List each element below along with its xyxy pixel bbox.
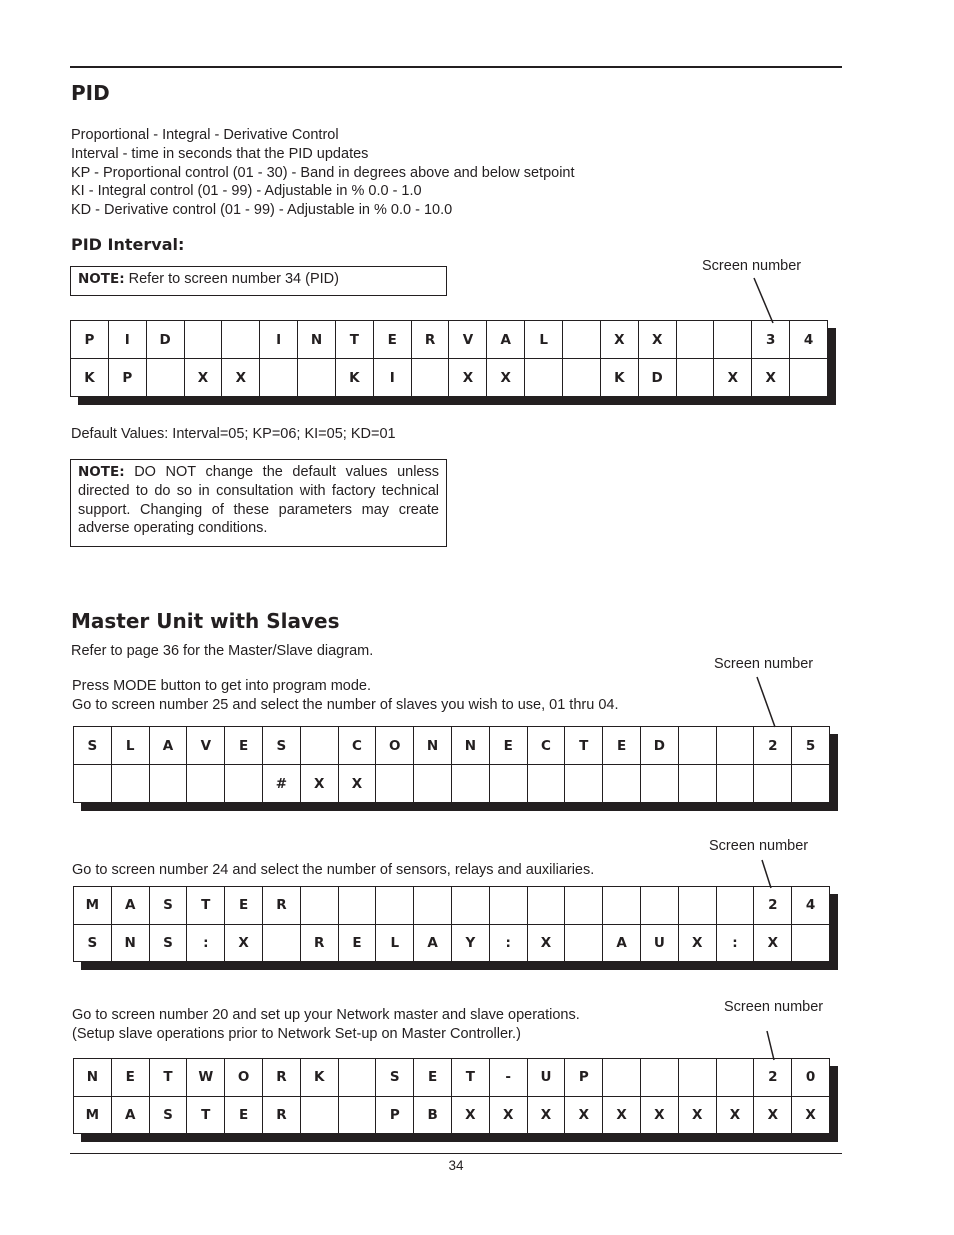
lcd-cell: A xyxy=(150,727,188,765)
lcd-cell: A xyxy=(112,887,150,925)
lcd-cell: I xyxy=(374,359,412,397)
lcd-cell: U xyxy=(641,925,679,963)
lcd-cell: X xyxy=(639,321,677,359)
lcd-cell: N xyxy=(414,727,452,765)
lcd-cell: : xyxy=(490,925,528,963)
lcd-cell: X xyxy=(714,359,752,397)
lcd-cell: K xyxy=(601,359,639,397)
lcd-cell: B xyxy=(414,1097,452,1135)
lcd-cell: X xyxy=(601,321,639,359)
lcd-cell: Y xyxy=(452,925,490,963)
lcd-cell: X xyxy=(679,925,717,963)
pid-line: Interval - time in seconds that the PID updates xyxy=(71,145,369,162)
lcd-cell: - xyxy=(490,1059,528,1097)
lcd-cell: E xyxy=(225,887,263,925)
pid-title: PID xyxy=(71,81,110,105)
screen-number-label: Screen number xyxy=(724,999,824,1015)
goto-20-text: Go to screen number 20 and set up your Network master and slave operations. xyxy=(72,1007,580,1023)
lcd-cell: E xyxy=(225,727,263,765)
lcd-cell: # xyxy=(263,765,301,803)
refer-text: Refer to page 36 for the Master/Slave diagram. xyxy=(71,643,374,659)
lcd-cell: P xyxy=(109,359,147,397)
lcd-cell: D xyxy=(147,321,185,359)
lcd-cell: D xyxy=(641,727,679,765)
lcd-cell: R xyxy=(263,887,301,925)
lcd-cell: X xyxy=(301,765,339,803)
lcd-cell: K xyxy=(71,359,109,397)
lcd-cell: : xyxy=(187,925,225,963)
lcd-cell: S xyxy=(150,1097,188,1135)
lcd-cell: T xyxy=(187,887,225,925)
lcd-cell: T xyxy=(150,1059,188,1097)
default-values: Default Values: Interval=05; KP=06; KI=05; KD=01 xyxy=(71,426,396,442)
lcd-cell: V xyxy=(449,321,487,359)
lcd-cell: X xyxy=(752,359,790,397)
lcd-cell: E xyxy=(414,1059,452,1097)
lcd-cell: T xyxy=(336,321,374,359)
lcd-cell: W xyxy=(187,1059,225,1097)
lcd-cell: 0 xyxy=(792,1059,830,1097)
lcd-cell: X xyxy=(225,925,263,963)
lcd-cell: S xyxy=(150,887,188,925)
lcd-cell: X xyxy=(452,1097,490,1135)
goto-25-text: Go to screen number 25 and select the number of slaves you wish to use, 01 thru 04. xyxy=(72,696,619,713)
lcd-cell: T xyxy=(565,727,603,765)
lcd-cell: X xyxy=(487,359,525,397)
note-label: NOTE: xyxy=(78,271,125,287)
pid-line: Proportional - Integral - Derivative Control xyxy=(71,127,339,143)
screen-number-label: Screen number xyxy=(709,838,809,854)
lcd-cell: V xyxy=(187,727,225,765)
lcd-cell: 3 xyxy=(752,321,790,359)
lcd-cell: N xyxy=(112,925,150,963)
lcd-cell: X xyxy=(679,1097,717,1135)
lcd-cell: I xyxy=(109,321,147,359)
lcd-cell: 4 xyxy=(792,887,830,925)
lcd-cell: E xyxy=(112,1059,150,1097)
lcd-cell: M xyxy=(74,1097,112,1135)
pid-line: KP - Proportional control (01 - 30) - Band in degrees above and below setpoint xyxy=(71,164,575,181)
lcd-cell: S xyxy=(74,925,112,963)
lcd-cell: X xyxy=(641,1097,679,1135)
lcd-cell: M xyxy=(74,887,112,925)
page-number: 34 xyxy=(448,1158,464,1173)
lcd-cell: E xyxy=(603,727,641,765)
lcd-cell: R xyxy=(263,1059,301,1097)
lcd-cell: T xyxy=(187,1097,225,1135)
lcd-cell: X xyxy=(754,1097,792,1135)
lcd-cell: 2 xyxy=(754,727,792,765)
lcd-cell: N xyxy=(452,727,490,765)
lcd-cell: C xyxy=(339,727,377,765)
lcd-cell: S xyxy=(263,727,301,765)
lcd-cell: T xyxy=(452,1059,490,1097)
lcd-cell: X xyxy=(490,1097,528,1135)
lcd-cell: X xyxy=(717,1097,755,1135)
screen-number-label: Screen number xyxy=(702,258,802,274)
callout-line xyxy=(754,278,773,323)
lcd-cell: D xyxy=(639,359,677,397)
lcd-cell: A xyxy=(414,925,452,963)
lcd-cell: A xyxy=(487,321,525,359)
press-mode-text: Press MODE button to get into program mode. xyxy=(72,678,371,694)
lcd-cell: X xyxy=(449,359,487,397)
lcd-cell: U xyxy=(528,1059,566,1097)
lcd-cell: L xyxy=(525,321,563,359)
goto-24-text: Go to screen number 24 and select the number of sensors, relays and auxiliaries. xyxy=(72,862,595,878)
lcd-cell: R xyxy=(412,321,450,359)
lcd-cell: K xyxy=(301,1059,339,1097)
lcd-cell: E xyxy=(490,727,528,765)
callout-line xyxy=(757,677,775,727)
lcd-cell: S xyxy=(74,727,112,765)
lcd-cell: X xyxy=(792,1097,830,1135)
lcd-cell: S xyxy=(376,1059,414,1097)
lcd-cell: I xyxy=(260,321,298,359)
lcd-cell: 2 xyxy=(754,887,792,925)
lcd-cell: O xyxy=(376,727,414,765)
lcd-cell: C xyxy=(528,727,566,765)
lcd-cell: L xyxy=(376,925,414,963)
lcd-cell: X xyxy=(528,1097,566,1135)
screen-number-label: Screen number xyxy=(714,656,814,672)
lcd-cell: R xyxy=(301,925,339,963)
lcd-cell: P xyxy=(565,1059,603,1097)
lcd-cell: X xyxy=(565,1097,603,1135)
lcd-cell: : xyxy=(717,925,755,963)
note-text: Refer to screen number 34 (PID) xyxy=(124,271,339,287)
lcd-cell: S xyxy=(150,925,188,963)
lcd-cell: K xyxy=(336,359,374,397)
note-text: DO NOT change the default values unless directed to do so in consultation with factory technical support. Changing of these parameters may create adverse operating conditions. xyxy=(78,464,439,537)
lcd-cell: X xyxy=(339,765,377,803)
callout-line xyxy=(767,1031,774,1060)
pid-interval-heading: PID Interval: xyxy=(71,235,185,254)
lcd-cell: 4 xyxy=(790,321,828,359)
lcd-cell: 5 xyxy=(792,727,830,765)
pid-line: KI - Integral control (01 - 99) - Adjustable in % 0.0 - 1.0 xyxy=(71,183,422,200)
lcd-cell: X xyxy=(185,359,223,397)
lcd-cell: X xyxy=(754,925,792,963)
lcd-cell: X xyxy=(528,925,566,963)
lcd-cell: N xyxy=(298,321,336,359)
lcd-cell: X xyxy=(603,1097,641,1135)
note-label: NOTE: xyxy=(78,464,125,480)
bottom-rule xyxy=(70,1153,842,1154)
setup-note-text: (Setup slave operations prior to Network Set-up on Master Controller.) xyxy=(72,1025,521,1042)
lcd-cell: A xyxy=(112,1097,150,1135)
master-title: Master Unit with Slaves xyxy=(71,609,340,633)
pid-line: KD - Derivative control (01 - 99) - Adjustable in % 0.0 - 10.0 xyxy=(71,202,453,219)
callout-line xyxy=(762,860,771,888)
lcd-cell: N xyxy=(74,1059,112,1097)
lcd-cell: A xyxy=(603,925,641,963)
lcd-cell: E xyxy=(374,321,412,359)
lcd-cell: R xyxy=(263,1097,301,1135)
lcd-cell: P xyxy=(71,321,109,359)
lcd-cell: L xyxy=(112,727,150,765)
lcd-cell: O xyxy=(225,1059,263,1097)
lcd-cell: 2 xyxy=(754,1059,792,1097)
lcd-cell: X xyxy=(222,359,260,397)
lcd-cell: E xyxy=(339,925,377,963)
lcd-cell: P xyxy=(376,1097,414,1135)
lcd-cell: E xyxy=(225,1097,263,1135)
